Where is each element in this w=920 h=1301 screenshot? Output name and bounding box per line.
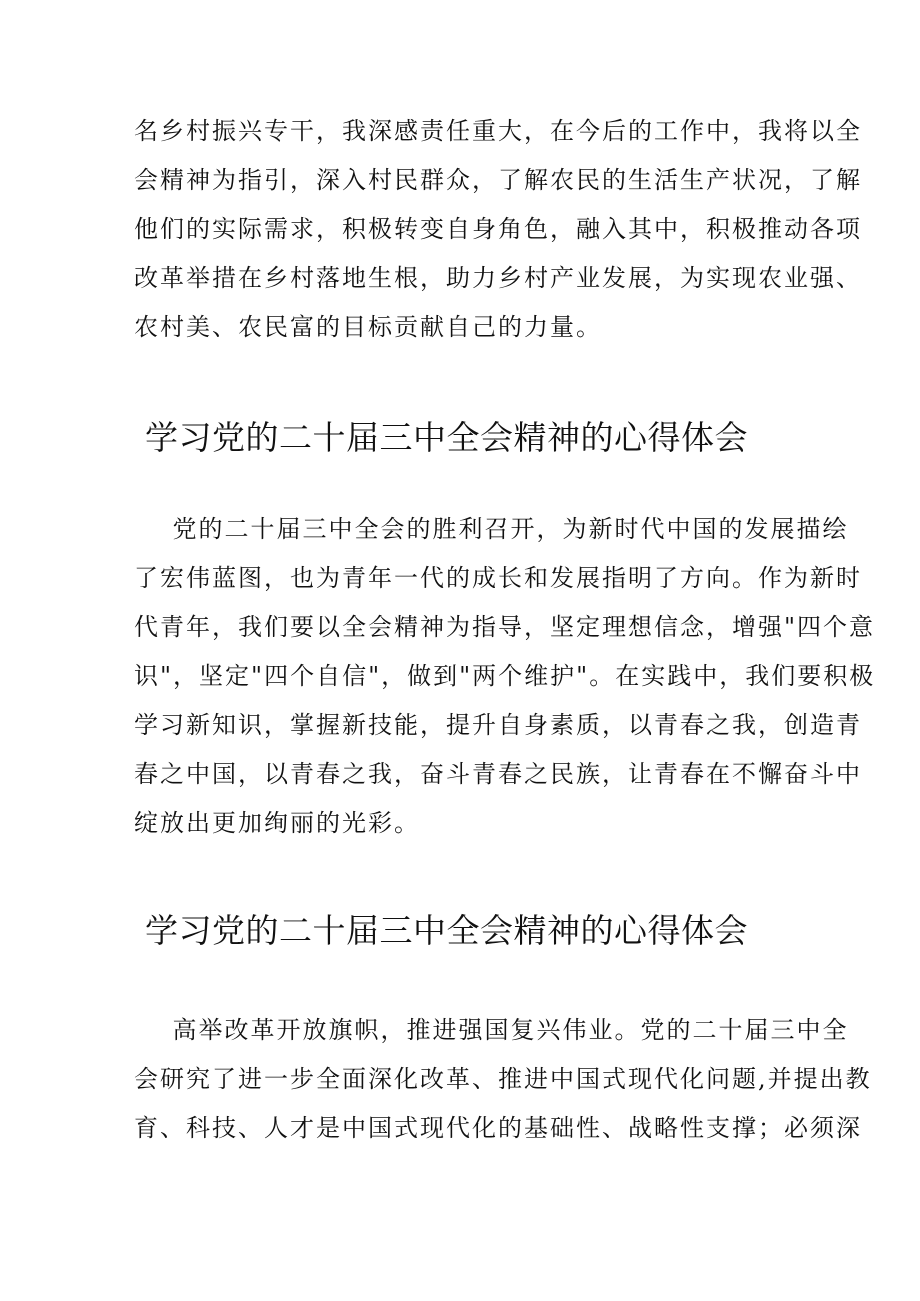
paragraph-line: 育、科技、人才是中国式现代化的基础性、战略性支撑；必须深	[134, 1114, 862, 1142]
paragraph-line: 代青年，我们要以全会精神为指导，坚定理想信念，增强"四个意	[134, 613, 876, 641]
paragraph-line: 春之中国，以青春之我，奋斗青春之民族，让青春在不懈奋斗中	[134, 760, 862, 788]
body-paragraph-2	[134, 505, 876, 848]
paragraph-line: 学习新知识，掌握新技能，提升自身素质，以青春之我，创造青	[134, 711, 862, 739]
body-paragraph-3	[134, 1006, 872, 1153]
paragraph-line: 高举改革开放旗帜，推进强国复兴伟业。党的二十届三中全	[134, 1016, 849, 1044]
paragraph-line: 党的二十届三中全会的胜利召开，为新时代中国的发展描绘	[134, 515, 849, 543]
section-heading-2: 学习党的二十届三中全会精神的心得体会	[145, 911, 748, 950]
paragraph-line: 名乡村振兴专干，我深感责任重大，在今后的工作中，我将以全	[134, 117, 862, 145]
paragraph-line: 会研究了进一步全面深化改革、推进中国式现代化问题,并提出教	[134, 1065, 872, 1093]
paragraph-line: 改革举措在乡村落地生根，助力乡村产业发展，为实现农业强、	[134, 264, 862, 292]
paragraph-line: 他们的实际需求，积极转变自身角色，融入其中，积极推动各项	[134, 215, 862, 243]
paragraph-line: 会精神为指引，深入村民群众，了解农民的生活生产状况，了解	[134, 166, 862, 194]
paragraph-line: 了宏伟蓝图，也为青年一代的成长和发展指明了方向。作为新时	[134, 564, 862, 592]
paragraph-line: 农村美、农民富的目标贡献自己的力量。	[134, 313, 602, 341]
section-heading-1: 学习党的二十届三中全会精神的心得体会	[145, 418, 748, 457]
body-paragraph-1	[134, 107, 862, 352]
paragraph-line: 绽放出更加绚丽的光彩。	[134, 809, 420, 837]
paragraph-line: 识"，坚定"四个自信"，做到"两个维护"。在实践中，我们要积极	[134, 662, 876, 690]
